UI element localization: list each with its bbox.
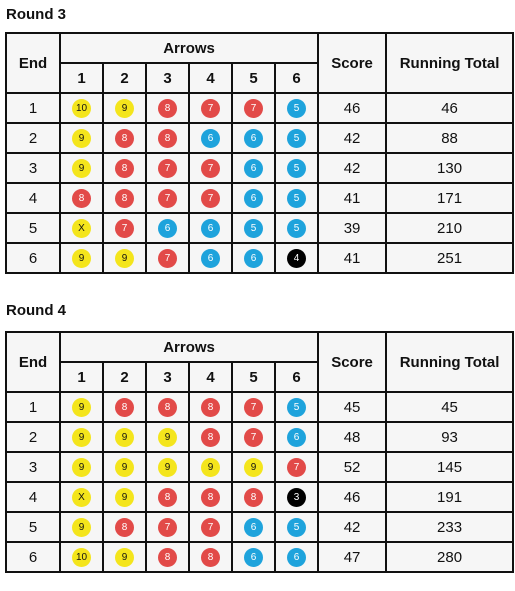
arrow-cell	[146, 452, 189, 482]
arrow-cell	[103, 93, 146, 123]
arrow-score-dot: 5	[287, 398, 306, 417]
arrow-score-dot: 8	[158, 548, 177, 567]
arrow-score-dot: 9	[115, 548, 134, 567]
arrow-score-dot: 6	[244, 189, 263, 208]
end-number: 5	[6, 512, 60, 542]
arrow-score-dot: 5	[287, 189, 306, 208]
arrow-cell	[60, 213, 103, 243]
arrow-score-dot: X	[72, 219, 91, 238]
arrow-number-header: 4	[189, 362, 232, 392]
arrow-score-dot: 8	[115, 189, 134, 208]
arrow-cell	[189, 243, 232, 273]
arrow-score-dot: 6	[244, 159, 263, 178]
arrow-cell	[189, 183, 232, 213]
arrow-score-dot: 7	[244, 99, 263, 118]
running-total: 191	[386, 482, 513, 512]
arrow-score-dot: 8	[201, 398, 220, 417]
arrow-cell	[103, 183, 146, 213]
arrow-cell	[232, 482, 275, 512]
running-total-header: Running Total	[386, 33, 513, 93]
arrow-cell	[275, 123, 318, 153]
arrow-cell	[103, 123, 146, 153]
running-total: 93	[386, 422, 513, 452]
arrow-score-dot: 8	[201, 548, 220, 567]
arrow-cell	[60, 243, 103, 273]
arrow-cell	[232, 512, 275, 542]
arrow-cell	[189, 392, 232, 422]
arrow-score-dot: 6	[201, 249, 220, 268]
arrow-score-dot: 10	[72, 99, 91, 118]
running-total: 210	[386, 213, 513, 243]
arrow-score-dot: 9	[158, 428, 177, 447]
arrow-cell	[232, 183, 275, 213]
arrow-cell	[103, 452, 146, 482]
arrow-score-dot: 7	[158, 189, 177, 208]
table-row	[6, 153, 513, 183]
arrow-score-dot: 7	[201, 189, 220, 208]
arrow-score-dot: 7	[201, 159, 220, 178]
round-title: Round 4	[6, 302, 66, 319]
end-score: 39	[318, 213, 386, 243]
arrow-cell	[189, 542, 232, 572]
round-body	[6, 392, 513, 572]
arrow-score-dot: 9	[115, 458, 134, 477]
running-total: 46	[386, 93, 513, 123]
arrow-cell	[232, 123, 275, 153]
arrow-cell	[146, 93, 189, 123]
arrow-cell	[232, 213, 275, 243]
end-number: 3	[6, 153, 60, 183]
arrow-score-dot: 7	[201, 518, 220, 537]
arrow-score-dot: 8	[115, 129, 134, 148]
end-score: 45	[318, 392, 386, 422]
arrow-score-dot: 8	[158, 129, 177, 148]
arrow-number-header: 4	[189, 63, 232, 93]
end-number: 4	[6, 482, 60, 512]
arrow-score-dot: 8	[158, 99, 177, 118]
table-row	[6, 482, 513, 512]
arrow-cell	[146, 153, 189, 183]
round-table	[5, 331, 514, 573]
arrow-cell	[60, 183, 103, 213]
arrow-score-dot: 5	[287, 99, 306, 118]
arrow-score-dot: 8	[201, 488, 220, 507]
arrow-score-dot: 9	[72, 428, 91, 447]
arrow-cell	[103, 243, 146, 273]
arrow-score-dot: 9	[72, 398, 91, 417]
table-row	[6, 422, 513, 452]
round-table	[5, 32, 514, 274]
arrow-score-dot: 6	[244, 249, 263, 268]
arrow-cell	[103, 542, 146, 572]
arrow-cell	[60, 452, 103, 482]
arrow-score-dot: 7	[287, 458, 306, 477]
round-body	[6, 93, 513, 273]
arrow-score-dot: 5	[287, 129, 306, 148]
running-total: 45	[386, 392, 513, 422]
arrow-score-dot: 6	[244, 129, 263, 148]
end-number: 6	[6, 243, 60, 273]
arrow-cell	[232, 392, 275, 422]
arrow-score-dot: 6	[158, 219, 177, 238]
arrow-cell	[146, 183, 189, 213]
arrow-cell	[189, 153, 232, 183]
end-score: 47	[318, 542, 386, 572]
arrow-cell	[232, 542, 275, 572]
end-number: 2	[6, 123, 60, 153]
running-total: 145	[386, 452, 513, 482]
arrow-cell	[275, 422, 318, 452]
arrow-score-dot: X	[72, 488, 91, 507]
arrow-cell	[275, 482, 318, 512]
arrow-score-dot: 6	[287, 548, 306, 567]
arrow-score-dot: 4	[287, 249, 306, 268]
arrow-cell	[60, 482, 103, 512]
end-score: 41	[318, 243, 386, 273]
arrow-cell	[146, 542, 189, 572]
arrow-cell	[103, 153, 146, 183]
end-score: 42	[318, 123, 386, 153]
arrow-score-dot: 8	[158, 488, 177, 507]
arrows-header: Arrows	[60, 332, 318, 362]
arrow-cell	[232, 93, 275, 123]
end-header: End	[6, 332, 60, 392]
arrow-number-header: 1	[60, 63, 103, 93]
arrow-cell	[189, 512, 232, 542]
end-number: 6	[6, 542, 60, 572]
arrow-score-dot: 10	[72, 548, 91, 567]
end-number: 1	[6, 392, 60, 422]
arrow-score-dot: 5	[287, 219, 306, 238]
arrow-cell	[146, 213, 189, 243]
arrow-number-header: 1	[60, 362, 103, 392]
arrow-score-dot: 9	[72, 458, 91, 477]
arrow-score-dot: 5	[244, 219, 263, 238]
round-title: Round 3	[6, 6, 66, 23]
arrow-cell	[275, 153, 318, 183]
table-row	[6, 512, 513, 542]
end-header: End	[6, 33, 60, 93]
arrow-cell	[275, 243, 318, 273]
arrow-cell	[232, 452, 275, 482]
arrow-cell	[60, 123, 103, 153]
arrow-number-header: 6	[275, 362, 318, 392]
end-score: 46	[318, 93, 386, 123]
arrow-cell	[103, 213, 146, 243]
arrow-score-dot: 7	[158, 518, 177, 537]
arrow-score-dot: 7	[115, 219, 134, 238]
arrow-score-dot: 5	[287, 518, 306, 537]
end-score: 46	[318, 482, 386, 512]
arrow-score-dot: 8	[72, 189, 91, 208]
running-total: 171	[386, 183, 513, 213]
running-total: 130	[386, 153, 513, 183]
arrow-cell	[103, 512, 146, 542]
arrow-score-dot: 9	[115, 99, 134, 118]
arrow-cell	[189, 213, 232, 243]
arrow-number-header: 2	[103, 362, 146, 392]
arrow-score-dot: 7	[158, 249, 177, 268]
arrow-cell	[189, 93, 232, 123]
arrow-cell	[232, 243, 275, 273]
arrow-cell	[275, 512, 318, 542]
running-total: 88	[386, 123, 513, 153]
table-row	[6, 542, 513, 572]
arrow-cell	[146, 392, 189, 422]
running-total: 233	[386, 512, 513, 542]
arrow-cell	[275, 392, 318, 422]
arrow-score-dot: 9	[115, 488, 134, 507]
arrow-cell	[60, 512, 103, 542]
arrow-cell	[189, 422, 232, 452]
arrow-score-dot: 7	[158, 159, 177, 178]
arrow-score-dot: 8	[115, 518, 134, 537]
end-number: 4	[6, 183, 60, 213]
end-score: 41	[318, 183, 386, 213]
arrow-cell	[275, 183, 318, 213]
arrow-score-dot: 8	[158, 398, 177, 417]
table-row	[6, 213, 513, 243]
arrow-cell	[189, 123, 232, 153]
score-header: Score	[318, 33, 386, 93]
arrow-number-header: 5	[232, 362, 275, 392]
arrow-number-header: 3	[146, 362, 189, 392]
end-number: 1	[6, 93, 60, 123]
arrow-cell	[146, 123, 189, 153]
end-score: 42	[318, 512, 386, 542]
running-total-header: Running Total	[386, 332, 513, 392]
end-score: 42	[318, 153, 386, 183]
arrow-score-dot: 8	[201, 428, 220, 447]
arrow-score-dot: 8	[244, 488, 263, 507]
arrow-score-dot: 6	[244, 548, 263, 567]
table-row	[6, 452, 513, 482]
score-header: Score	[318, 332, 386, 392]
arrow-score-dot: 9	[72, 249, 91, 268]
arrow-cell	[103, 482, 146, 512]
arrow-score-dot: 6	[244, 518, 263, 537]
table-row	[6, 392, 513, 422]
end-number: 3	[6, 452, 60, 482]
arrow-cell	[275, 452, 318, 482]
table-row	[6, 93, 513, 123]
end-score: 48	[318, 422, 386, 452]
arrow-cell	[146, 243, 189, 273]
arrow-score-dot: 6	[287, 428, 306, 447]
arrow-cell	[146, 422, 189, 452]
end-number: 5	[6, 213, 60, 243]
arrow-cell	[146, 482, 189, 512]
arrow-score-dot: 8	[115, 159, 134, 178]
arrow-cell	[232, 422, 275, 452]
arrow-cell	[232, 153, 275, 183]
arrow-score-dot: 9	[72, 159, 91, 178]
table-row	[6, 243, 513, 273]
arrow-score-dot: 7	[201, 99, 220, 118]
running-total: 251	[386, 243, 513, 273]
arrow-cell	[275, 542, 318, 572]
arrow-cell	[189, 482, 232, 512]
arrow-score-dot: 8	[115, 398, 134, 417]
arrow-cell	[60, 93, 103, 123]
arrow-cell	[189, 452, 232, 482]
arrow-cell	[60, 392, 103, 422]
arrow-score-dot: 9	[244, 458, 263, 477]
table-row	[6, 123, 513, 153]
arrow-score-dot: 9	[115, 249, 134, 268]
end-score: 52	[318, 452, 386, 482]
arrow-cell	[103, 392, 146, 422]
arrow-score-dot: 7	[244, 398, 263, 417]
arrow-cell	[60, 153, 103, 183]
arrow-score-dot: 9	[72, 129, 91, 148]
arrow-score-dot: 5	[287, 159, 306, 178]
arrow-number-header: 6	[275, 63, 318, 93]
arrow-score-dot: 6	[201, 219, 220, 238]
arrow-score-dot: 6	[201, 129, 220, 148]
arrow-score-dot: 9	[115, 428, 134, 447]
arrow-cell	[275, 213, 318, 243]
arrow-number-header: 5	[232, 63, 275, 93]
arrow-score-dot: 7	[244, 428, 263, 447]
running-total: 280	[386, 542, 513, 572]
arrows-header: Arrows	[60, 33, 318, 63]
arrow-score-dot: 9	[158, 458, 177, 477]
table-row	[6, 183, 513, 213]
arrow-number-header: 3	[146, 63, 189, 93]
arrow-score-dot: 3	[287, 488, 306, 507]
arrow-number-header: 2	[103, 63, 146, 93]
arrow-cell	[146, 512, 189, 542]
arrow-score-dot: 9	[72, 518, 91, 537]
arrow-cell	[275, 93, 318, 123]
end-number: 2	[6, 422, 60, 452]
arrow-cell	[60, 542, 103, 572]
arrow-cell	[60, 422, 103, 452]
arrow-score-dot: 9	[201, 458, 220, 477]
arrow-cell	[103, 422, 146, 452]
